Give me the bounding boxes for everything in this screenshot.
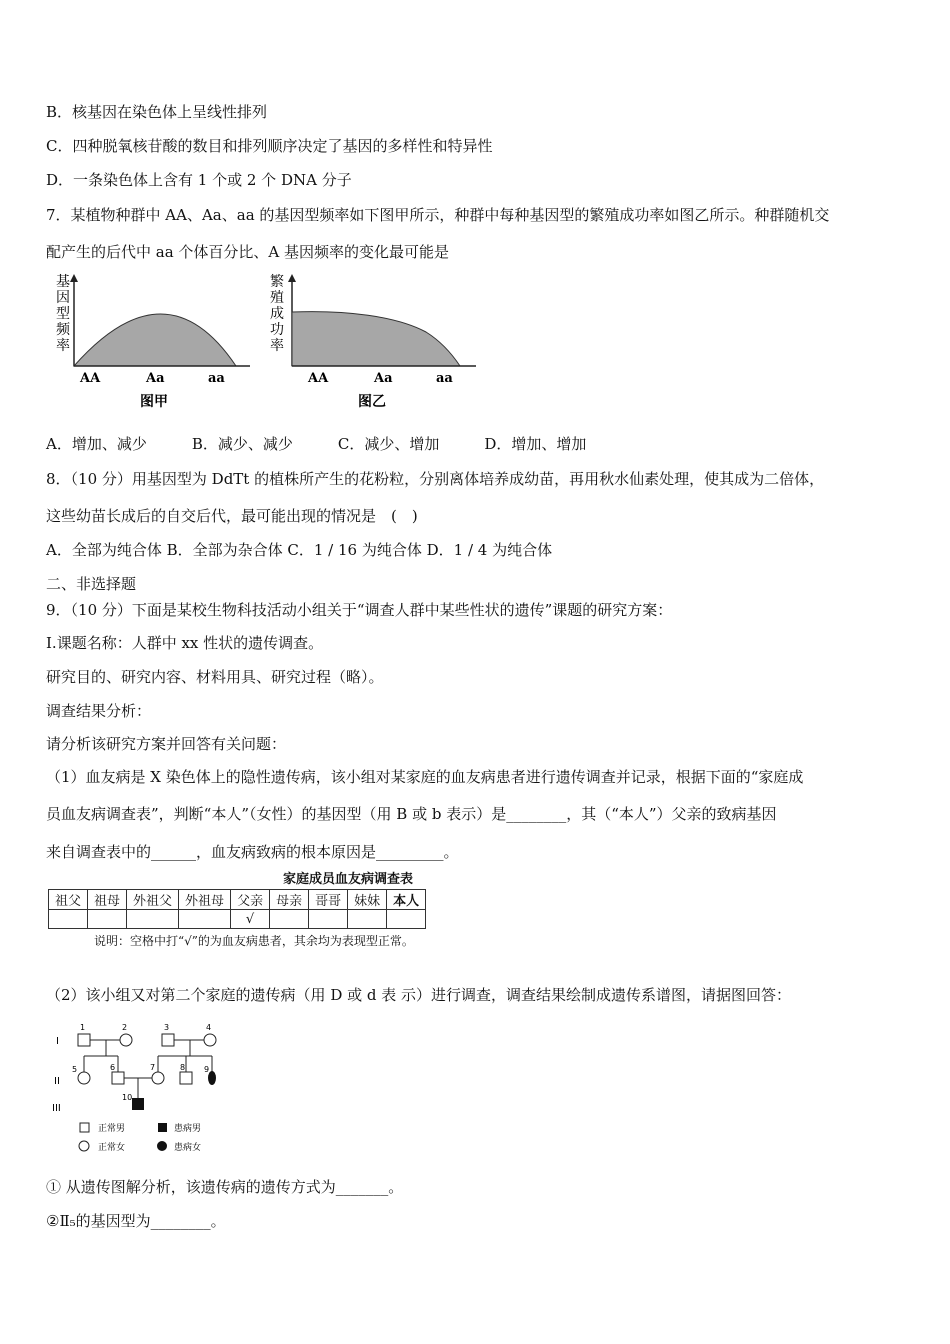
chart-title: 图乙 bbox=[358, 394, 386, 410]
ylabel-char: 繁 bbox=[270, 274, 284, 290]
question-9-ask: 请分析该研究方案并回答有关问题： bbox=[46, 735, 287, 753]
ylabel-char: 频 bbox=[56, 322, 70, 338]
legend-label: 正常女 bbox=[98, 1143, 126, 1153]
individual-number: 3 bbox=[164, 1023, 170, 1032]
question-9-part-1-line-1: （1）血友病是 X 染色体上的隐性遗传病，该小组对某家庭的血友病患者进行遗传调查并记录，根据下面的“家庭成 bbox=[46, 768, 804, 786]
normal-female-symbol bbox=[204, 1034, 216, 1046]
question-9-part-1-line-2: 员血友病调查表”，判断“本人”（女性）的基因型（用 B 或 b 表示）是________，其（“本人”）父亲的致病基因 bbox=[46, 805, 777, 823]
generation-label: II bbox=[54, 1076, 60, 1087]
section-heading: 二、非选择题 bbox=[46, 575, 137, 593]
question-9-part-2: （2）该小组又对第二个家庭的遗传病（用 D 或 d 表 示）进行调查，调查结果绘制成遗传系谱图，请据图回答： bbox=[46, 986, 792, 1004]
individual-number: 10 bbox=[122, 1093, 133, 1102]
sub-question-2: ②Ⅱ₅的基因型为________。 bbox=[46, 1212, 226, 1230]
ylabel-char: 率 bbox=[270, 338, 284, 354]
option-c: C．四种脱氧核苷酸的数目和排列顺序决定了基因的多样性和特异性 bbox=[46, 137, 493, 155]
survey-header-cell: 祖父 bbox=[49, 890, 88, 910]
legend-affected-female-icon bbox=[157, 1141, 167, 1151]
affected-female-symbol bbox=[208, 1071, 216, 1085]
individual-number: 2 bbox=[122, 1023, 128, 1032]
survey-header-cell: 母亲 bbox=[270, 890, 309, 910]
normal-male-symbol bbox=[112, 1072, 124, 1084]
question-7-line-1: 7．某植物种群中 AA、Aa、aa 的基因型频率如下图甲所示，种群中每种基因型的繁殖成功率如图乙所示。种群随机交 bbox=[46, 206, 830, 224]
individual-number: 5 bbox=[72, 1065, 78, 1074]
individual-number: 7 bbox=[150, 1063, 156, 1072]
individual-number: 4 bbox=[206, 1023, 212, 1032]
survey-header-row bbox=[49, 890, 426, 910]
survey-value-cell bbox=[49, 910, 88, 929]
survey-value-cell bbox=[309, 910, 348, 929]
question-7-options: A．增加、减少 B．减少、减少 C．减少、增加 D．增加、增加 bbox=[46, 435, 587, 453]
pedigree-chart bbox=[46, 1020, 246, 1160]
normal-male-symbol bbox=[78, 1034, 90, 1046]
survey-value-cell bbox=[127, 910, 179, 929]
ylabel-char: 因 bbox=[56, 290, 70, 306]
x-tick-label: AA bbox=[308, 371, 329, 386]
ylabel-char: 型 bbox=[56, 306, 70, 322]
survey-header-cell: 祖母 bbox=[88, 890, 127, 910]
normal-female-symbol bbox=[120, 1034, 132, 1046]
ylabel-char: 功 bbox=[270, 322, 284, 338]
ylabel-char: 基 bbox=[56, 274, 70, 290]
question-8-line-1: 8．（10 分）用基因型为 DdTt 的植株所产生的花粉粒，分别离体培养成幼苗，再用秋水仙素处理，使其成为二倍体， bbox=[46, 470, 825, 488]
survey-table bbox=[48, 889, 426, 929]
option-d: D．一条染色体上含有 1 个或 2 个 DNA 分子 bbox=[46, 171, 352, 189]
question-9-purpose: 研究目的、研究内容、材料用具、研究过程（略）。 bbox=[46, 668, 384, 686]
survey-header-cell: 本人 bbox=[387, 890, 426, 910]
survey-value-cell bbox=[348, 910, 387, 929]
y-axis-arrow bbox=[288, 274, 296, 282]
survey-value-cell bbox=[387, 910, 426, 929]
x-tick-label: Aa bbox=[146, 371, 165, 386]
y-axis-arrow bbox=[70, 274, 78, 282]
question-9-part-1-line-3: 来自调查表中的______，血友病致病的根本原因是_________。 bbox=[46, 843, 459, 861]
normal-male-symbol bbox=[180, 1072, 192, 1084]
chart-title: 图甲 bbox=[140, 394, 168, 410]
affected-male-symbol bbox=[132, 1098, 144, 1110]
question-9-result: 调查结果分析： bbox=[46, 702, 152, 720]
ylabel-char: 率 bbox=[56, 338, 70, 354]
question-7-line-2: 配产生的后代中 aa 个体百分比、A 基因频率的变化最可能是 bbox=[46, 243, 450, 261]
individual-number: 6 bbox=[110, 1063, 116, 1072]
survey-header-cell: 外祖母 bbox=[179, 890, 231, 910]
survey-title: 家庭成员血友病调查表 bbox=[282, 872, 413, 887]
individual-number: 8 bbox=[180, 1063, 186, 1072]
survey-table-block bbox=[48, 868, 588, 949]
survey-header-cell: 妹妹 bbox=[348, 890, 387, 910]
legend-normal-male-icon bbox=[80, 1123, 89, 1132]
ylabel-char: 成 bbox=[270, 306, 284, 322]
x-tick-label: aa bbox=[436, 371, 453, 386]
generation-label: III bbox=[52, 1103, 61, 1114]
normal-female-symbol bbox=[78, 1072, 90, 1084]
x-tick-label: Aa bbox=[374, 371, 393, 386]
survey-value-cell bbox=[88, 910, 127, 929]
normal-female-symbol bbox=[152, 1072, 164, 1084]
area-series bbox=[292, 312, 460, 366]
legend-label: 患病女 bbox=[174, 1143, 202, 1153]
question-9-intro: 9．（10 分）下面是某校生物科技活动小组关于“调查人群中某些性状的遗传”课题的研究方案： bbox=[46, 601, 673, 619]
survey-value-cell bbox=[179, 910, 231, 929]
legend-label: 正常男 bbox=[98, 1124, 126, 1134]
survey-value-row bbox=[49, 910, 426, 929]
survey-value-cell bbox=[270, 910, 309, 929]
x-tick-label: AA bbox=[80, 371, 101, 386]
x-tick-label: aa bbox=[208, 371, 225, 386]
survey-header-cell: 外祖父 bbox=[127, 890, 179, 910]
question-8-line-2: 这些幼苗长成后的自交后代，最可能出现的情况是 ( ) bbox=[46, 507, 418, 525]
normal-male-symbol bbox=[162, 1034, 174, 1046]
ylabel-char: 殖 bbox=[270, 290, 284, 306]
chart-figure-yi bbox=[266, 272, 480, 418]
legend-label: 患病男 bbox=[174, 1124, 202, 1134]
individual-number: 9 bbox=[204, 1065, 210, 1074]
survey-header-cell: 哥哥 bbox=[309, 890, 348, 910]
question-8-options: A．全部为纯合体 B．全部为杂合体 C．1 / 16 为纯合体 D．1 / 4 为纯合体 bbox=[46, 541, 553, 559]
individual-number: 1 bbox=[80, 1023, 86, 1032]
survey-header-cell: 父亲 bbox=[231, 890, 270, 910]
legend-normal-female-icon bbox=[79, 1141, 89, 1151]
question-9-title: I.课题名称：人群中 xx 性状的遗传调查。 bbox=[46, 634, 324, 652]
sub-question-1: ① 从遗传图解分析，该遗传病的遗传方式为_______。 bbox=[46, 1178, 404, 1196]
survey-note: 说明：空格中打“√”的为血友病患者，其余均为表现型正常。 bbox=[94, 934, 414, 948]
legend-affected-male-icon bbox=[158, 1123, 167, 1132]
option-b: B．核基因在染色体上呈线性排列 bbox=[46, 103, 268, 121]
survey-value-cell: √ bbox=[231, 910, 270, 929]
chart-figure-jia bbox=[46, 272, 256, 418]
area-series bbox=[74, 314, 236, 366]
generation-label: I bbox=[56, 1036, 59, 1047]
